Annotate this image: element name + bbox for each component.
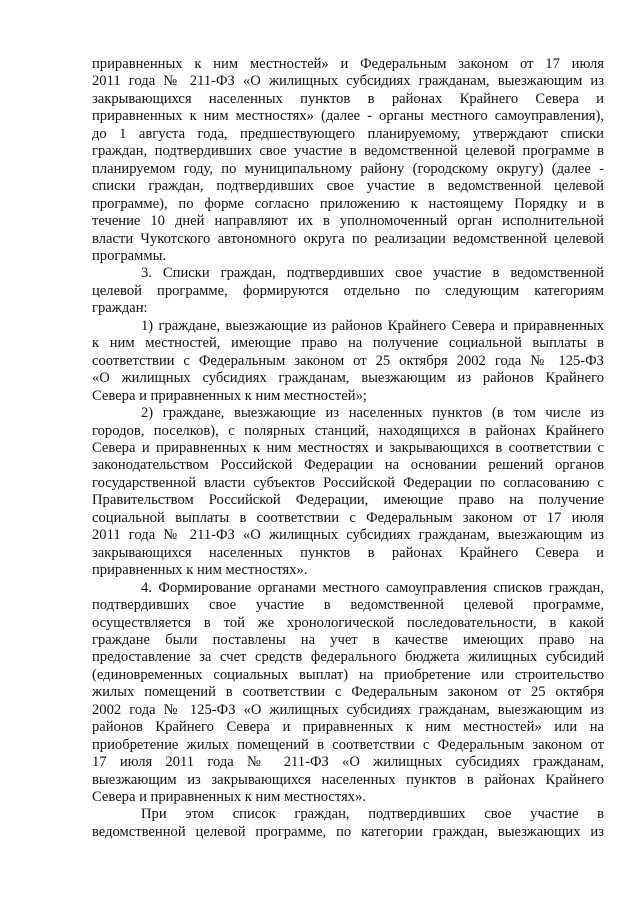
text-line: 3. Списки граждан, подтвердивших свое участие в ведомственной bbox=[141, 265, 604, 282]
text-line: 2011 года № 211-ФЗ «О жилищных субсидиях гражданам, выезжающим из bbox=[92, 527, 604, 544]
text-line: При этом список граждан, подтвердивших свое участие в bbox=[141, 806, 604, 823]
text-line: к ним местностей, имеющие право на получение социальной выплаты в bbox=[92, 335, 604, 352]
text-line: приобретение жилых помещений в соответствии с Федеральным законом от bbox=[92, 736, 604, 753]
text-line: приравненных к ним местностях». bbox=[92, 562, 308, 579]
paragraph-final bbox=[92, 806, 604, 841]
paragraph-category-1 bbox=[92, 318, 604, 405]
text-line: социальной выплаты в соответствии с Федеральным законом от 17 июля bbox=[92, 509, 604, 526]
text-line: Правительством Российской Федерации, имеющие право на получение bbox=[92, 492, 604, 509]
text-line: соответствии с Федеральным законом от 25 октября 2002 года № 125-ФЗ bbox=[92, 352, 604, 369]
paragraph-category-2 bbox=[92, 405, 604, 580]
paragraph-item-3 bbox=[92, 265, 604, 317]
text-line: осуществляется в той же хронологической последовательности, в какой bbox=[92, 614, 604, 631]
paragraph-item-4 bbox=[92, 580, 604, 807]
text-line: «О жилищных субсидиях гражданам, выезжающим из районов Крайнего bbox=[92, 370, 604, 387]
text-line: планируемом году, по муниципальному району (городскому округу) (далее - bbox=[92, 160, 604, 177]
document-page bbox=[92, 56, 604, 841]
text-line: закрывающихся населенных пунктов в районах Крайнего Севера и bbox=[92, 544, 604, 561]
text-line: целевой программе, формируются отдельно по следующим категориям bbox=[92, 282, 604, 299]
text-line: ведомственной целевой программе, по категории граждан, выезжающих из bbox=[92, 823, 604, 840]
text-line: подтвердивших свое участие в ведомственной целевой программе, bbox=[92, 597, 604, 614]
text-line: 17 июля 2011 года № 211-ФЗ «О жилищных субсидиях гражданам, bbox=[92, 754, 604, 771]
text-line: Севера и приравненных к ним местностях». bbox=[92, 789, 367, 806]
text-line: власти Чукотского автономного округа по реализации ведомственной целевой bbox=[92, 230, 604, 247]
text-line: до 1 августа года, предшествующего планируемому, утверждают списки bbox=[92, 125, 604, 142]
text-line: программы. bbox=[92, 247, 167, 264]
text-line: 1) граждане, выезжающие из районов Крайнего Севера и приравненных bbox=[141, 317, 604, 334]
text-line: программе), по форме согласно приложению к настоящему Порядку и в bbox=[92, 195, 604, 212]
text-line: граждан: bbox=[92, 300, 148, 317]
text-line: 4. Формирование органами местного самоуправления списков граждан, bbox=[141, 579, 604, 596]
text-line: Севера и приравненных к ним местностях и закрывающихся в соответствии с bbox=[92, 439, 604, 456]
text-line: граждане были поставлены на учет в качестве имеющих право на bbox=[92, 631, 604, 648]
text-line: течение 10 дней направляют их в уполномоченный орган исполнительной bbox=[92, 213, 604, 230]
text-line: государственной власти субъектов Российской Федерации по согласованию с bbox=[92, 474, 604, 491]
text-line: (единовременных социальных выплат) на приобретение или строительство bbox=[92, 666, 604, 683]
text-line: районов Крайнего Севера и приравненных к ним местностей» или на bbox=[92, 719, 604, 736]
text-line: приравненных к ним местностей» и Федеральным законом от 17 июля bbox=[92, 56, 604, 72]
text-line: 2011 года № 211-ФЗ «О жилищных субсидиях гражданам, выезжающим из bbox=[92, 73, 604, 90]
text-line: приравненных к ним местностях» (далее - органы местного самоуправления), bbox=[92, 108, 604, 125]
text-line: предоставление за счет средств федерального бюджета жилищных субсидий bbox=[92, 649, 604, 666]
text-line: жилых помещений в соответствии с Федеральным законом от 25 октября bbox=[92, 684, 604, 701]
text-line: 2) граждане, выезжающие из населенных пунктов (в том числе из bbox=[141, 405, 604, 422]
paragraph-continuation bbox=[92, 56, 604, 265]
text-line: граждан, подтвердивших свое участие в ведомственной целевой программе в bbox=[92, 143, 604, 160]
text-line: Севера и приравненных к ним местностей»; bbox=[92, 387, 367, 404]
text-line: списки граждан, подтвердивших свое участие в ведомственной целевой bbox=[92, 178, 604, 195]
text-line: городов, поселков), с полярных станций, находящихся в районах Крайнего bbox=[92, 422, 604, 439]
text-line: закрывающихся населенных пунктов в районах Крайнего Севера и bbox=[92, 90, 604, 107]
text-line: законодательством Российской Федерации на основании решений органов bbox=[92, 457, 604, 474]
text-line: 2002 года № 125-ФЗ «О жилищных субсидиях гражданам, выезжающим из bbox=[92, 701, 604, 718]
text-line: выезжающим из закрывающихся населенных пунктов в районах Крайнего bbox=[92, 771, 604, 788]
